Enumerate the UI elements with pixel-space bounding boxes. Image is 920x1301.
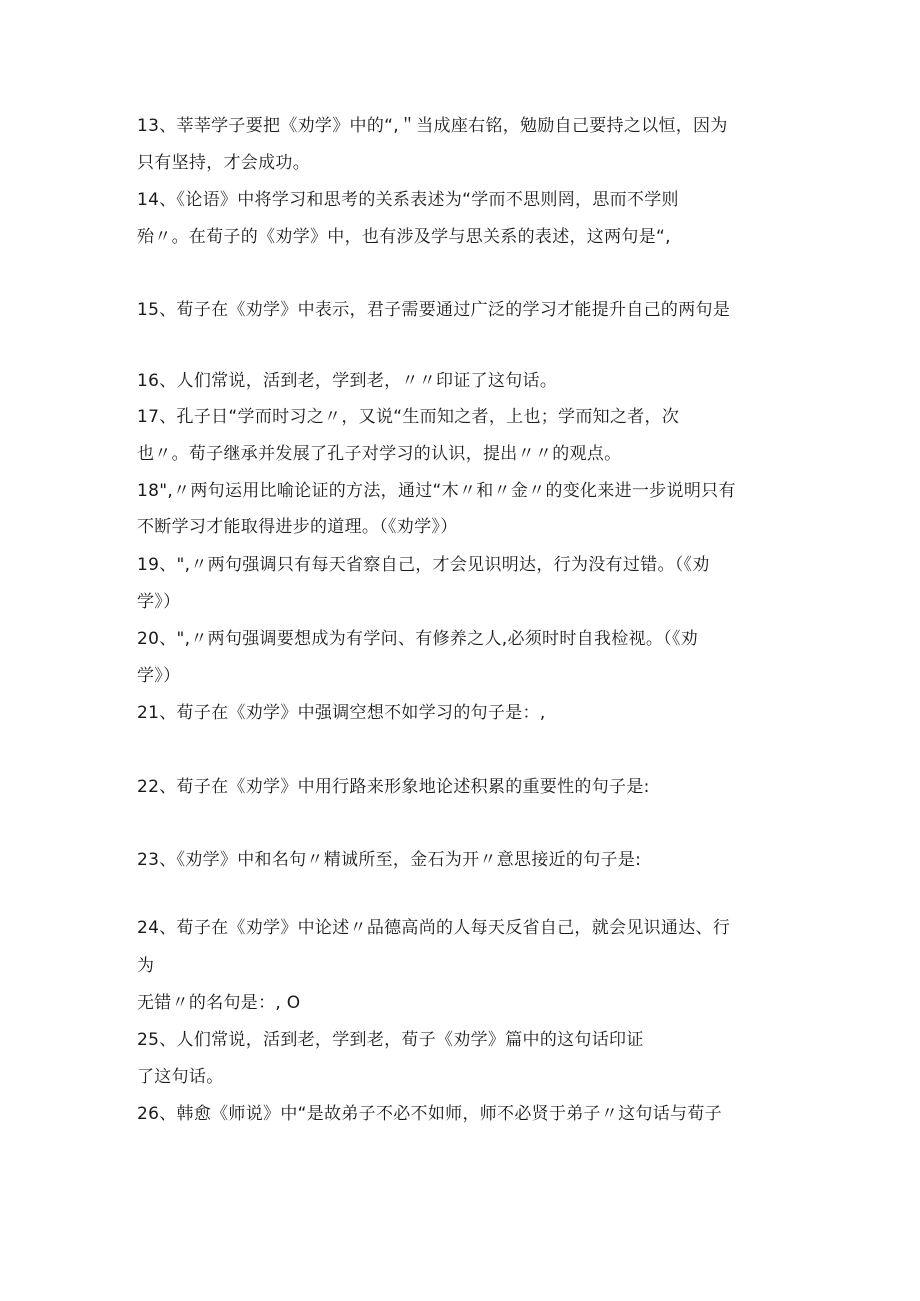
question-16-line-1: 16、人们常说，活到老，学到老，〃〃印证了这句话。 [137,371,558,391]
question-19-line-1: 19、",〃两句强调只有每天省察自己，才会见识明达，行为没有过错。（《劝 [137,555,710,575]
question-20-line-1: 20、",〃两句强调要想成为有学问、有修养之人,必须时时自我检视。（《劝 [137,629,699,649]
question-15-line-1: 15、荀子在《劝学》中表示，君子需要通过广泛的学习才能提升自己的两句是 [137,300,731,320]
question-17-line-1: 17、孔子日“学而时习之〃，又说“生而知之者，上也；学而知之者，次 [137,407,680,427]
question-14-line-2: 殆〃。在荀子的《劝学》中，也有涉及学与思关系的表述，这两句是“, [137,227,671,247]
question-26-line-1: 26、韩愈《师说》中“是故弟子不必不如师，师不必贤于弟子〃这句话与荀子 [137,1104,722,1124]
question-24-line-2: 为 [137,956,155,976]
question-25-line-1: 25、人们常说，活到老，学到老，荀子《劝学》篇中的这句话印证 [137,1030,644,1050]
question-19-line-2: 学》） [137,592,181,612]
question-18-line-1: 18",〃两句运用比喻论证的方法，通过“木〃和〃金〃的变化来进一步说明只有 [137,481,736,501]
question-25-line-2: 了这句话。 [137,1067,224,1087]
question-23-line-1: 23、《劝学》中和名句〃精诚所至，金石为开〃意思接近的句子是: [137,850,642,870]
question-17-line-2: 也〃。荀子继承并发展了孔子对学习的认识，提出〃〃的观点。 [137,444,622,464]
question-20-line-2: 学》） [137,666,181,686]
question-24-line-3: 无错〃的名句是：, O [137,993,301,1013]
question-18-line-2: 不断学习才能取得进步的道理。（《劝学》） [137,517,458,537]
question-13-line-1: 13、莘莘学子要把《劝学》中的“,＂当成座右铭，勉励自己要持之以恒，因为 [137,116,728,136]
question-14-line-1: 14、《论语》中将学习和思考的关系表述为“学而不思则罔，思而不学则 [137,190,679,210]
question-21-line-1: 21、荀子在《劝学》中强调空想不如学习的句子是：, [137,703,546,723]
question-22-line-1: 22、荀子在《劝学》中用行路来形象地论述积累的重要性的句子是: [137,777,650,797]
question-13-line-2: 只有坚持，才会成功。 [137,153,310,173]
question-24-line-1: 24、荀子在《劝学》中论述〃品德高尚的人每天反省自己，就会见识通达、行 [137,918,731,938]
